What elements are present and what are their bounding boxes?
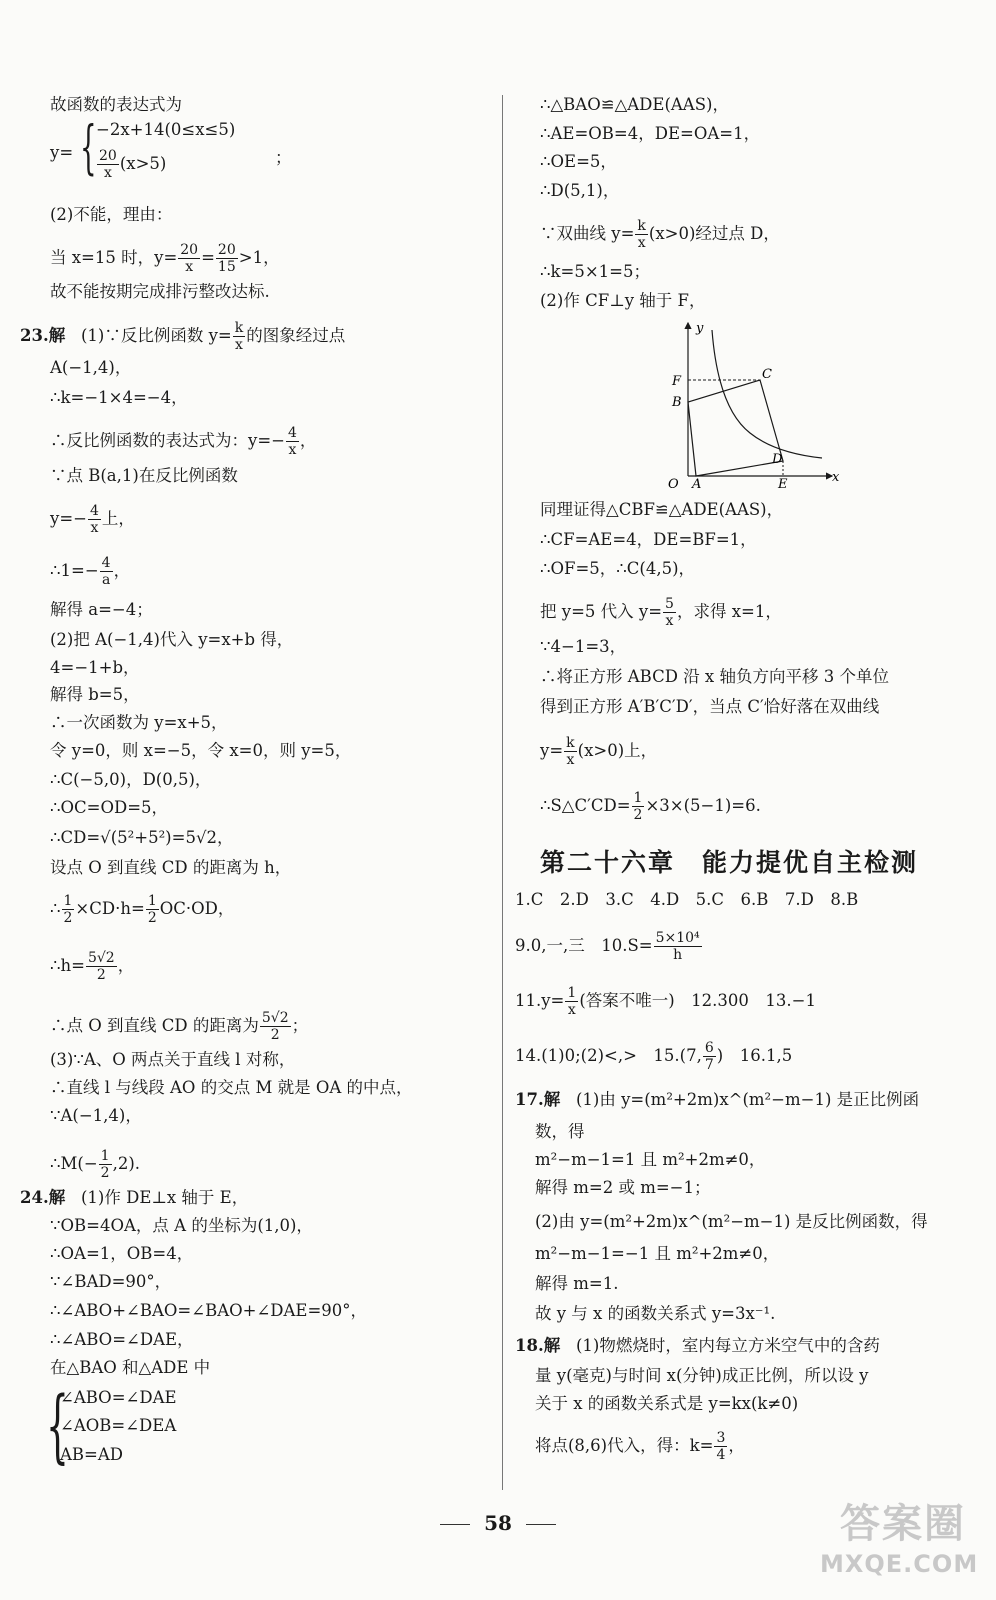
text-line: ∴直线 l 与线段 AO 的交点 M 就是 OA 的中点，: [50, 1078, 413, 1097]
text-line: ∴CD=√(5²+5²)=5√2，: [50, 828, 234, 847]
text-line: (2)不能，理由：: [50, 205, 173, 224]
text-line: 量 y(毫克)与时间 x(分钟)成正比例，所以设 y: [535, 1366, 869, 1385]
text-line: ∴点 O 到直线 CD 的距离为 $\frac{5√2}{2}$ ；: [50, 1010, 309, 1043]
chapter-heading: 第二十六章 能力提优自主检测: [540, 848, 919, 877]
watermark-logo: 答案圈 MXQE.COM: [820, 1501, 979, 1578]
question-18: 18.解 (1)物燃烧时，室内每立方米空气中的含药: [515, 1336, 880, 1355]
text-line: 数，得: [535, 1122, 585, 1141]
text-line: 设点 O 到直线 CD 的距离为 h，: [50, 858, 292, 877]
text-line: 故不能按期完成排污整改达标.: [50, 282, 270, 301]
text-line: ∴△BAO≌△ADE(AAS)，: [540, 95, 729, 114]
text-line: A(−1,4)，: [50, 358, 132, 377]
text-line: ∴反比例函数的表达式为：y=− $\frac{4}{x}$ ，: [50, 425, 317, 458]
page-number-dash-right: [526, 1524, 556, 1525]
text-line: ∴D(5,1)，: [540, 181, 620, 200]
text-line: ∴h= $\frac{5√2}{2}$ ，: [50, 950, 135, 983]
text-line: ∴k=−1×4=−4，: [50, 388, 188, 407]
text-line: ∵双曲线 y= $\frac{k}{x}$ (x>0)经过点 D，: [540, 218, 780, 251]
answer-line: 1.C 2.D 3.C 4.D 5.C 6.B 7.D 8.B: [515, 890, 859, 909]
piecewise-brace: {: [80, 113, 97, 181]
text-line: ∴将正方形 ABCD 沿 x 轴负方向平移 3 个单位: [540, 667, 889, 686]
text-line: 解得 m=2 或 m=−1；: [535, 1178, 711, 1197]
text-line: ∴AE=OB=4，DE=OA=1，: [540, 124, 761, 143]
text-line: (2)作 CF⊥y 轴于 F，: [540, 291, 706, 310]
text-line: ∠AOB=∠DEA: [60, 1416, 177, 1435]
text-line: 在△BAO 和△ADE 中: [50, 1358, 211, 1377]
text-line: AB=AD: [60, 1445, 124, 1464]
text-line: 得到正方形 A′B′C′D′，当点 C′恰好落在双曲线: [540, 697, 880, 716]
text-line: ∴OE=5，: [540, 152, 617, 171]
text-line: 令 y=0，则 x=−5，令 x=0，则 y=5，: [50, 741, 352, 760]
text-line: (2)把 A(−1,4)代入 y=x+b 得，: [50, 630, 294, 649]
system-brace: {: [46, 1379, 69, 1472]
label-E: E: [778, 477, 788, 492]
text-line: 把 y=5 代入 y= $\frac{5}{x}$ ，求得 x=1，: [540, 596, 782, 629]
semicolon: ；: [275, 148, 292, 167]
text-line: ∴CF=AE=4，DE=BF=1，: [540, 530, 757, 549]
text-line: ∴一次函数为 y=x+5，: [50, 713, 228, 732]
question-24: 24.解 (1)作 DE⊥x 轴于 E，: [20, 1188, 249, 1207]
label-x: x: [832, 470, 840, 485]
text-line: ∴k=5×1=5；: [540, 262, 650, 281]
label-D: D: [772, 452, 783, 467]
label-F: F: [672, 374, 682, 389]
text-line: ∴∠ABO=∠DAE，: [50, 1330, 194, 1349]
text-line: 当 x=15 时，y= $\frac{20}{x}$ = $\frac{20}{15}$ >1，: [50, 242, 280, 275]
answer-line: 9.0,一,三 10.S= $\frac{\text{5×10⁴}}{h}$: [515, 930, 700, 963]
text-line: ∵∠BAD=90°，: [50, 1272, 172, 1291]
label-O: O: [668, 477, 679, 492]
text-line: ∵A(−1,4)，: [50, 1106, 142, 1125]
text-line: 关于 x 的函数关系式是 y=kx(k≠0): [535, 1394, 799, 1413]
text-line: ∴ $\frac{1}{2}$ ×CD·h= $\frac{1}{2}$ OC·OD，: [50, 893, 235, 926]
text-line: 将点(8,6)代入，得：k= $\frac{3}{4}$ ，: [535, 1430, 745, 1463]
text-line: 故函数的表达式为: [50, 95, 182, 114]
text-line: ∵OB=4OA，点 A 的坐标为(1,0)，: [50, 1216, 313, 1235]
text-line: ∴1=− $\frac{4}{a}$ ，: [50, 555, 131, 588]
page-number: 58: [0, 1511, 996, 1535]
text-line: m²−m−1=−1 且 m²+2m≠0，: [535, 1244, 780, 1263]
label-A: A: [692, 477, 702, 492]
label-C: C: [762, 367, 772, 382]
text-line: ∴M(− $\frac{1}{2}$ ,2).: [50, 1148, 141, 1181]
piecewise-y: y=: [50, 143, 74, 162]
text-line: 解得 b=5，: [50, 685, 140, 704]
text-line: 同理证得△CBF≌△ADE(AAS)，: [540, 500, 784, 519]
geometry-figure: [660, 318, 850, 493]
column-divider: [502, 95, 503, 1490]
text-line: ∴OC=OD=5，: [50, 798, 169, 817]
piecewise-case-2: $\frac{20}{x}$ (x>5): [99, 148, 167, 181]
piecewise-case-1: −2x+14(0≤x≤5): [96, 120, 236, 139]
text-line: ∠ABO=∠DAE: [60, 1388, 177, 1407]
answer-line: 11.y= $\frac{1}{x}$ (答案不唯一) 12.300 13.−1: [515, 985, 816, 1018]
text-line: ∴OA=1，OB=4，: [50, 1244, 194, 1263]
text-line: ∵4−1=3，: [540, 637, 627, 656]
text-line: ∴S△C′CD= $\frac{1}{2}$ ×3×(5−1)=6.: [540, 790, 761, 823]
label-y: y: [696, 321, 704, 336]
text-line: m²−m−1=1 且 m²+2m≠0，: [535, 1150, 766, 1169]
text-line: (2)由 y=(m²+2m)x^(m²−m−1) 是反比例函数，得: [535, 1212, 928, 1231]
label-B: B: [672, 395, 682, 410]
page-number-dash-left: [440, 1524, 470, 1525]
text-line: y= $\frac{k}{x}$ (x>0)上，: [540, 735, 658, 768]
text-line: y=− $\frac{4}{x}$ 上，: [50, 503, 135, 536]
text-line: ∵点 B(a,1)在反比例函数: [50, 466, 238, 485]
text-line: ∴∠ABO+∠BAO=∠BAO+∠DAE=90°，: [50, 1301, 368, 1320]
answer-line: 14.(1)0;(2)<,> 15.(7, $\frac{6}{7}$ ) 16.1,5: [515, 1040, 793, 1073]
text-line: 4=−1+b，: [50, 658, 140, 677]
text-line: ∴C(−5,0)，D(0,5)，: [50, 770, 212, 789]
text-line: ∴OF=5，∴C(4,5)，: [540, 559, 696, 578]
text-line: 解得 m=1.: [535, 1274, 619, 1293]
question-23: 23.解 (1)∵反比例函数 y= $\frac{k}{x}$ 的图象经过点: [20, 320, 346, 353]
text-line: 解得 a=−4；: [50, 600, 153, 619]
text-line: 故 y 与 x 的函数关系式 y=3x⁻¹.: [535, 1304, 776, 1323]
question-17: 17.解 (1)由 y=(m²+2m)x^(m²−m−1) 是正比例函: [515, 1090, 920, 1109]
text-line: (3)∵A、O 两点关于直线 l 对称，: [50, 1050, 296, 1069]
